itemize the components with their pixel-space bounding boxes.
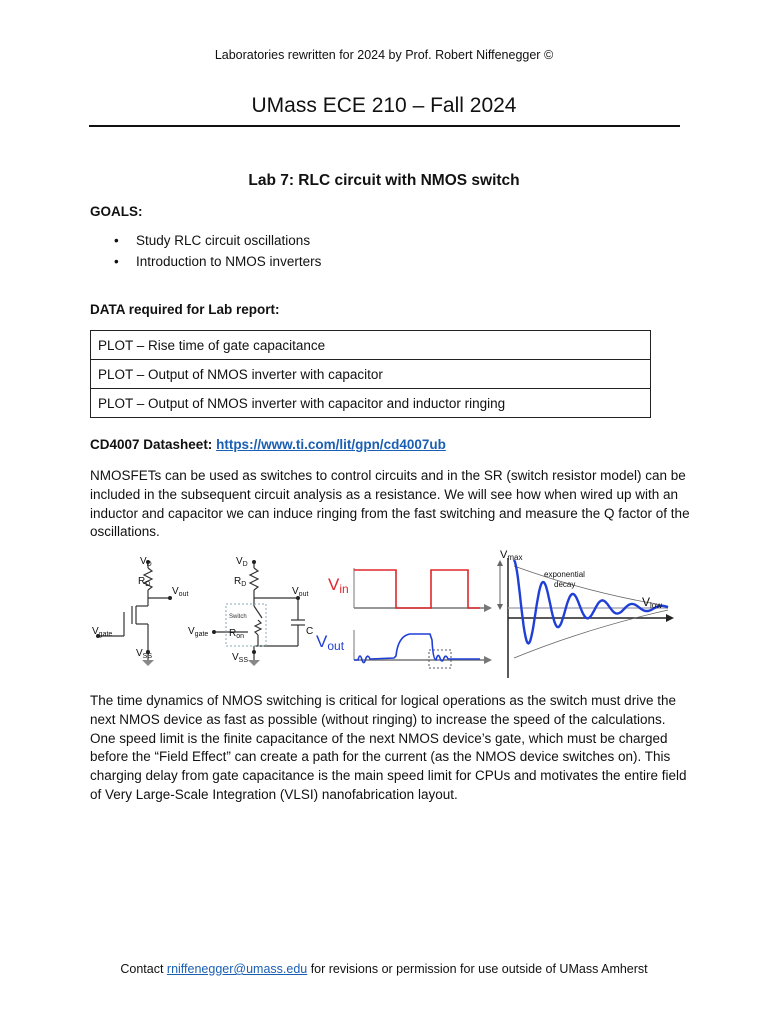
rd-label: $R_D$	[234, 576, 247, 588]
table-cell: PLOT – Output of NMOS inverter with capacitor and inductor ringing	[91, 389, 651, 418]
decay-label-line2: decay	[554, 580, 576, 589]
rd-label: $R_D$	[138, 576, 151, 588]
goals-heading: GOALS:	[90, 204, 143, 219]
vout-label: $V_{out}$	[292, 586, 309, 598]
switch-resistor-circuit	[214, 562, 305, 666]
goal-item-text: Study RLC circuit oscillations	[136, 233, 311, 248]
decay-label-line1: exponential	[544, 570, 585, 579]
data-required-heading: DATA required for Lab report:	[90, 302, 280, 317]
table-cell: PLOT – Output of NMOS inverter with capacitor	[91, 360, 651, 389]
node-dot	[252, 560, 256, 564]
ringing-decay-plot	[497, 549, 674, 678]
course-title: UMass ECE 210 – Fall 2024	[251, 94, 517, 117]
lab-title: Lab 7: RLC circuit with NMOS switch	[248, 172, 520, 189]
vin-vout-waveforms	[316, 568, 492, 668]
goal-item: • Study RLC circuit oscillations	[114, 233, 311, 248]
vss-label: $V_{SS}$	[136, 648, 153, 660]
vd-label: $V_D$	[236, 556, 248, 568]
goal-item: • Introduction to NMOS inverters	[114, 254, 322, 269]
table-row	[91, 389, 651, 418]
node-dot	[252, 650, 256, 654]
switch-box	[226, 604, 266, 646]
capacitor-label: C	[306, 626, 314, 637]
footer-contact	[0, 962, 768, 976]
intro-paragraph: NMOSFETs can be used as switches to control circuits and in the SR (switch resistor model) can be included in the subsequent circuit analysis as a resistance. We will see how when wired up with an inductor and capacitor we can induce ringing from the fast switching and measure the Q factor of the oscillations.	[90, 468, 690, 540]
table-row	[91, 360, 651, 389]
footer-suffix: for revisions or permission for use outside of UMass Amherst	[307, 962, 648, 976]
vss-label: $V_{SS}$	[232, 652, 249, 664]
switch-label: Switch	[229, 614, 247, 620]
vout-label: $V_{out}$	[172, 586, 189, 598]
vout-label: Vout	[316, 632, 345, 653]
vgate-label: $V_{gate}$	[188, 626, 209, 638]
vd-label: $V_D$	[140, 556, 152, 568]
node-dot	[212, 630, 216, 634]
table-row	[91, 331, 651, 360]
nmos-figure	[88, 548, 678, 682]
vgate-label: $V_{gate}$	[92, 626, 113, 638]
header-credit: Laboratories rewritten for 2024 by Prof. Robert Niffenegger ©	[214, 48, 554, 62]
nmos-inverter-circuit	[98, 562, 170, 666]
datasheet-link[interactable]: https://www.ti.com/lit/gpn/cd4007ub	[216, 437, 446, 452]
data-required-table	[90, 330, 651, 418]
vin-label: Vin	[328, 575, 349, 596]
vmax-label: Vmax	[500, 549, 523, 562]
title-divider	[89, 125, 680, 127]
table-cell: PLOT – Rise time of gate capacitance	[91, 331, 651, 360]
datasheet-label: CD4007 Datasheet:	[90, 437, 213, 452]
footer-prefix: Contact	[120, 962, 167, 976]
goal-item-text: Introduction to NMOS inverters	[136, 254, 322, 269]
vlow-label: Vlow	[642, 595, 663, 610]
ron-label: $R_{on}$	[229, 628, 245, 640]
datasheet-line	[90, 437, 446, 452]
dynamics-paragraph: The time dynamics of NMOS switching is critical for logical operations as the switch must drive the next NMOS device as fast as possible (without ringing) to increase the speed of the calculations. One speed limit is the finite capacitance of the next NMOS device’s gate, which must be charged before the “Field Effect” can create a path for the current (as the NMOS device switches on). This charging delay from gate capacitance is the main speed limit for CPUs and motivates the entire field of Very Large-Scale Integration (VLSI) nanofabrication layout.	[90, 693, 687, 802]
footer-email-link[interactable]: rniffenegger@umass.edu	[166, 962, 308, 976]
